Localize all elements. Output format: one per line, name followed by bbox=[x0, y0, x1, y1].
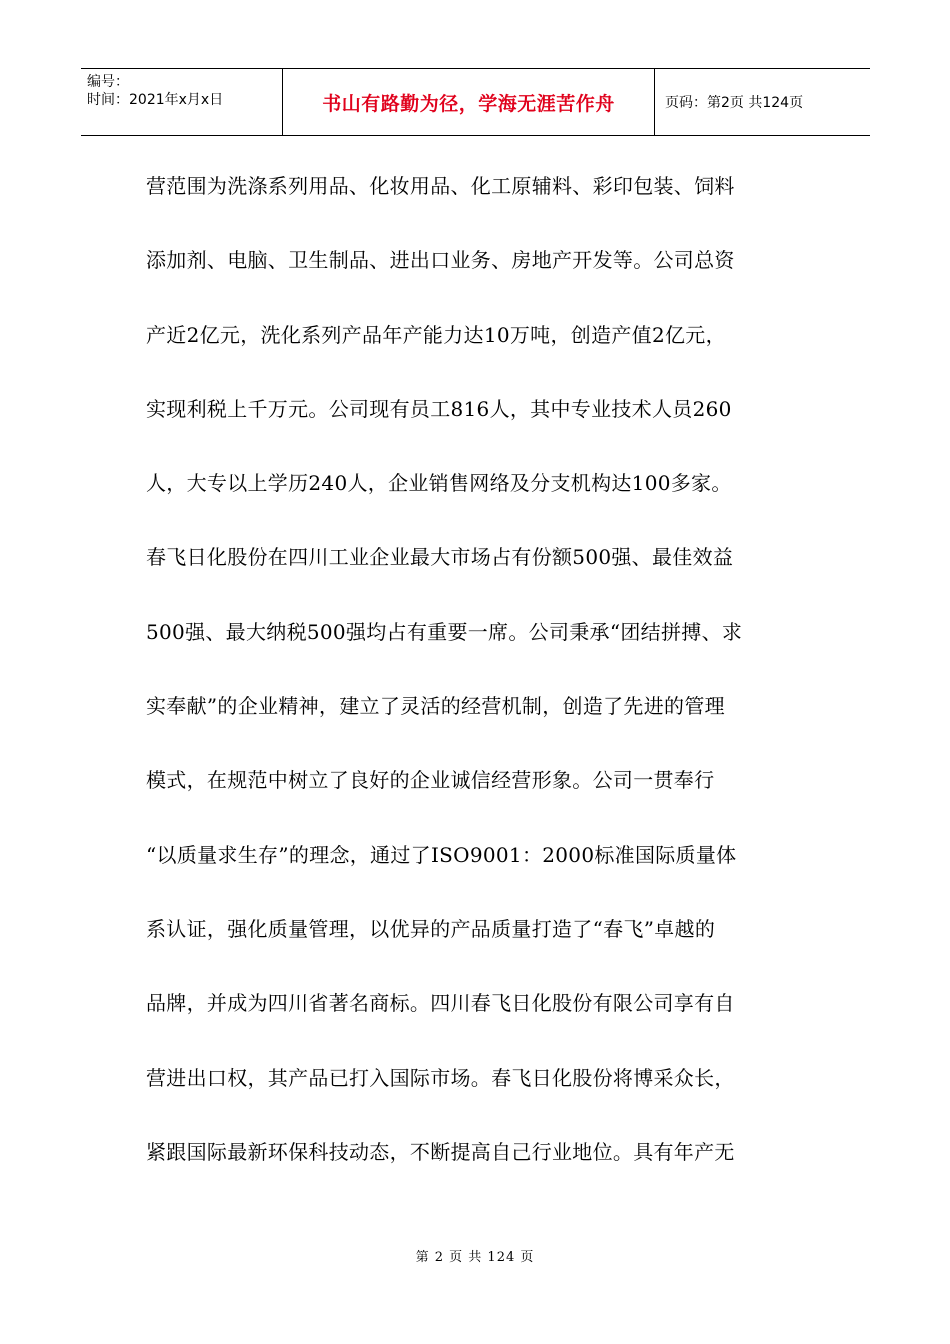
header-page-info: 页码：第2页 共124页 bbox=[665, 95, 804, 111]
body-line: 春飞日化股份在四川工业企业最大市场占有份额500强、最佳效益 bbox=[146, 545, 734, 570]
header-motto: 书山有路勤为径，学海无涯苦作舟 bbox=[283, 69, 655, 135]
document-time-label: 时间：2021年x月x日 bbox=[87, 92, 224, 108]
body-text bbox=[146, 154, 806, 1194]
body-line: 人，大专以上学历240人，企业销售网络及分支机构达100多家。 bbox=[146, 471, 732, 496]
body-line: 紧跟国际最新环保科技动态，不断提高自己行业地位。具有年产无 bbox=[146, 1139, 735, 1164]
header-meta-cell bbox=[81, 69, 283, 135]
body-line: 实现利税上千万元。公司现有员工816人，其中专业技术人员260 bbox=[146, 396, 732, 421]
body-line: 产近2亿元，洗化系列产品年产能力达10万吨，创造产值2亿元， bbox=[146, 322, 726, 347]
body-line: 系认证，强化质量管理，以优异的产品质量打造了“春飞”卓越的 bbox=[146, 916, 716, 941]
body-line: 模式，在规范中树立了良好的企业诚信经营形象。公司一贯奉行 bbox=[146, 768, 715, 793]
page-footer: 第 2 页 共 124 页 bbox=[415, 1250, 535, 1265]
document-number-label: 编号： bbox=[87, 74, 129, 90]
body-line: 实奉献”的企业精神，建立了灵活的经营机制，创造了先进的管理 bbox=[146, 694, 725, 719]
page-header bbox=[81, 68, 870, 136]
body-line: 营进出口权，其产品已打入国际市场。春飞日化股份将博采众长， bbox=[146, 1065, 735, 1090]
body-line: 500强、最大纳税500强均占有重要一席。公司秉承“团结拼搏、求 bbox=[146, 619, 743, 644]
body-line: 添加剂、电脑、卫生制品、进出口业务、房地产开发等。公司总资 bbox=[146, 248, 735, 273]
body-line: “以质量求生存”的理念，通过了ISO9001：2000标准国际质量体 bbox=[146, 842, 737, 867]
body-line: 营范围为洗涤系列用品、化妆用品、化工原辅料、彩印包装、饲料 bbox=[146, 174, 735, 198]
body-line: 品牌，并成为四川省著名商标。四川春飞日化股份有限公司享有自 bbox=[146, 991, 735, 1016]
